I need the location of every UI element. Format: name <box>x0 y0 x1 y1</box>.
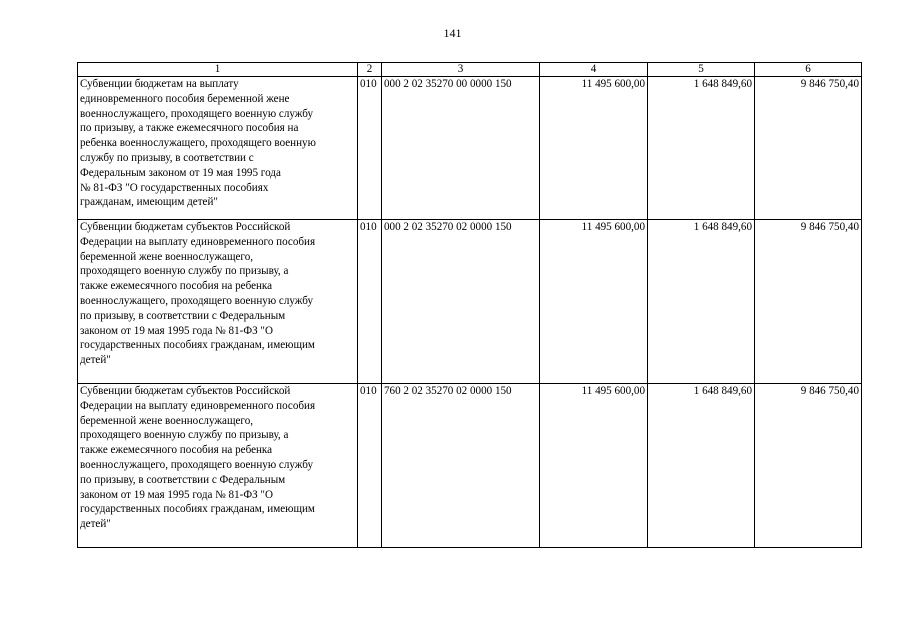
column-header-2: 2 <box>358 63 382 77</box>
row-value-col5: 1 648 849,60 <box>648 77 755 220</box>
row-sub-code: 010 <box>358 77 382 220</box>
column-header-4: 4 <box>540 63 648 77</box>
row-budget-code: 760 2 02 35270 02 0000 150 <box>382 384 540 548</box>
description-line: Субвенции бюджетам субъектов Российской <box>80 221 291 233</box>
row-sub-code: 010 <box>358 220 382 384</box>
row-value-col4: 11 495 600,00 <box>540 220 648 384</box>
column-header-3: 3 <box>382 63 540 77</box>
row-value-col6: 9 846 750,40 <box>755 77 862 220</box>
description-line: № 81-ФЗ "О государственных пособиях <box>80 181 269 194</box>
column-header-5: 5 <box>648 63 755 77</box>
row-budget-code: 000 2 02 35270 02 0000 150 <box>382 220 540 384</box>
row-description <box>78 384 358 548</box>
description-line: гражданам, имеющим детей" <box>80 196 218 209</box>
description-line: детей" <box>80 354 111 367</box>
row-sub-code: 010 <box>358 384 382 548</box>
description-line: проходящего военную службу по призыву, а <box>80 265 289 278</box>
description-line: законом от 19 мая 1995 года № 81-ФЗ "О <box>80 324 273 337</box>
table-row <box>78 220 862 384</box>
description-line: беременной жене военнослужащего, <box>80 250 254 263</box>
row-value-col4: 11 495 600,00 <box>540 384 648 548</box>
budget-table <box>77 62 862 548</box>
table-row <box>78 384 862 548</box>
description-line: военнослужащего, проходящего военную службу <box>80 294 314 307</box>
row-value-col6: 9 846 750,40 <box>755 220 862 384</box>
description-line: военнослужащего, проходящего военную службу <box>80 458 314 471</box>
table-row <box>78 77 862 220</box>
description-line: законом от 19 мая 1995 года № 81-ФЗ "О <box>80 488 273 501</box>
description-line: по призыву, а также ежемесячного пособия на <box>80 122 299 135</box>
row-budget-code: 000 2 02 35270 00 0000 150 <box>382 77 540 220</box>
description-line: военнослужащего, проходящего военную службу <box>80 107 314 120</box>
row-value-col6: 9 846 750,40 <box>755 384 862 548</box>
description-line: службу по призыву, в соответствии с <box>80 151 254 164</box>
description-line: также ежемесячного пособия на ребенка <box>80 280 273 293</box>
table-header-row <box>78 63 862 77</box>
description-line: государственных пособиях гражданам, имеющим <box>80 503 315 516</box>
description-line: также ежемесячного пособия на ребенка <box>80 444 273 457</box>
row-value-col5: 1 648 849,60 <box>648 384 755 548</box>
column-header-1: 1 <box>78 63 358 77</box>
row-description <box>78 77 358 220</box>
page-number: 141 <box>443 26 462 40</box>
description-line: Федеральным законом от 19 мая 1995 года <box>80 166 281 179</box>
row-description <box>78 220 358 384</box>
description-line: ребенка военнослужащего, проходящего военную <box>80 137 316 150</box>
column-header-6: 6 <box>755 63 862 77</box>
description-line: проходящего военную службу по призыву, а <box>80 429 289 442</box>
description-line: единовременного пособия беременной жене <box>80 92 290 105</box>
description-line: Федерации на выплату единовременного пособия <box>80 235 316 248</box>
description-line: Федерации на выплату единовременного пособия <box>80 399 316 412</box>
description-line: Субвенции бюджетам на выплату <box>80 78 239 90</box>
description-line: детей" <box>80 518 111 531</box>
description-line: беременной жене военнослужащего, <box>80 414 254 427</box>
description-line: государственных пособиях гражданам, имеющим <box>80 339 315 352</box>
row-value-col5: 1 648 849,60 <box>648 220 755 384</box>
description-line: Субвенции бюджетам субъектов Российской <box>80 385 291 397</box>
row-value-col4: 11 495 600,00 <box>540 77 648 220</box>
description-line: по призыву, в соответствии с Федеральным <box>80 473 286 486</box>
description-line: по призыву, в соответствии с Федеральным <box>80 309 286 322</box>
